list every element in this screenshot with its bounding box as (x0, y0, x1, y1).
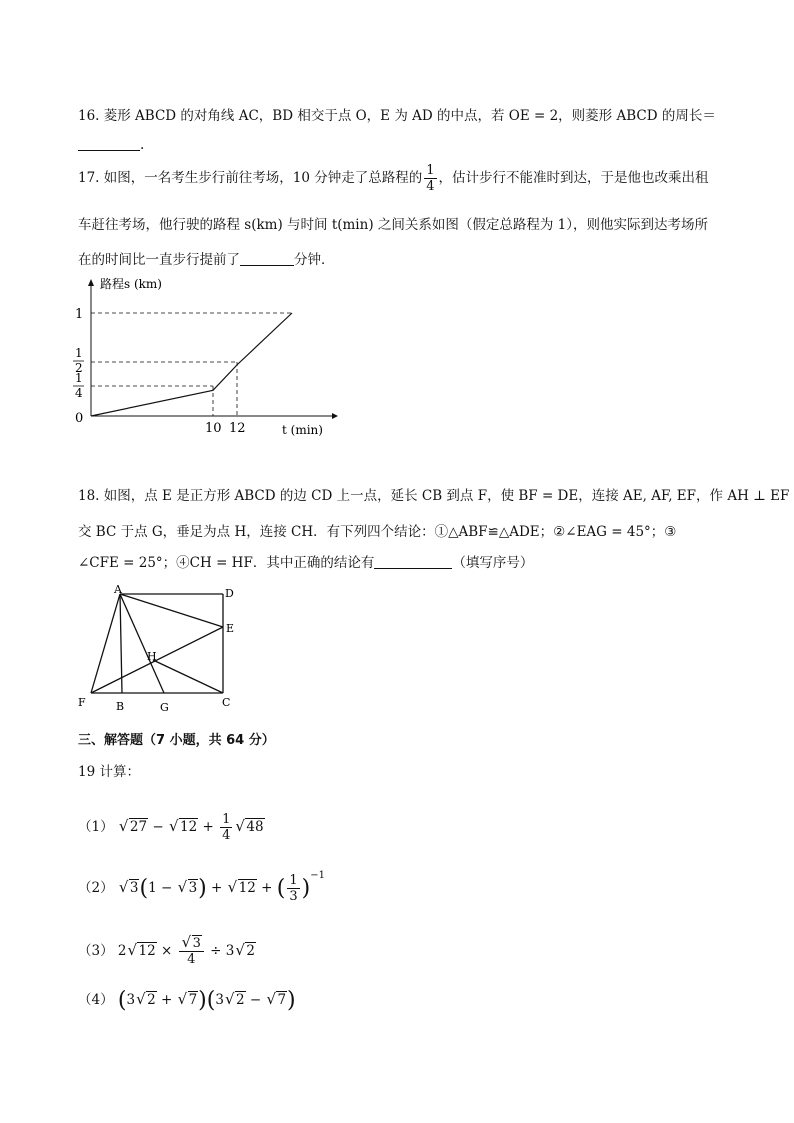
sqrt-7: √ 7 (178, 992, 199, 1008)
label-H: H (147, 650, 157, 663)
fraction-third: $\frac{1}{3}$ (289, 873, 298, 904)
fraction-sqrt3-over-4: √ $\frac{3}{4}$ (179, 937, 204, 966)
ytick-1: 1 (75, 307, 84, 322)
q18-line1: 18. 如图，点 E 是正方形 ABCD 的边 CD 上一点，延长 CB 到点 F，使 BF = DE，连接 AE, AF, EF，作 AH ⊥ EF (78, 488, 790, 504)
q16-line2: . (78, 136, 144, 153)
answer-blank[interactable] (78, 136, 140, 151)
x-axis-label: t (min) (282, 423, 323, 437)
label-B: B (116, 700, 125, 713)
q18-line3: ∠CFE = 25°；④CH = HF．其中正确的结论有 （填写序号） (78, 555, 534, 571)
y-axis-label: 路程s (km) (100, 277, 162, 291)
sqrt-2: √ 2 (235, 943, 256, 959)
answer-blank[interactable] (240, 251, 294, 266)
fraction-quarter: $\frac{1}{4}$ (222, 812, 231, 843)
label-F: F (78, 696, 86, 709)
ytick-half-den: 2 (75, 361, 83, 375)
distance-time-graph (70, 272, 340, 442)
square-figure (74, 582, 254, 716)
y-axis-arrow (88, 279, 94, 286)
sqrt-48: √ 48 (235, 819, 264, 835)
q17-line3: 在的时间比一直步行提前了 分钟． (78, 252, 335, 268)
xtick-12: 12 (229, 421, 246, 436)
sqrt-2: √ 2 (225, 992, 246, 1008)
q18-line2: 交 BC 于点 G，垂足为点 H，连接 CH．有下列四个结论：①△ABF≌△ADE；②∠EAG = 45°；③ (78, 524, 677, 540)
fraction-quarter: $\frac{1}{4}$ (426, 163, 435, 194)
figure-lines (91, 594, 223, 693)
ytick-0: 0 (75, 411, 84, 426)
q17-line1: 17. 如图，一名考生步行前往考场，10 分钟走了总路程的 $\frac{1}{4}$ ，估计步行不能准时到达，于是他也改乘出租 (78, 163, 709, 194)
section-title: 三、解答题（7 小题，共 64 分） (78, 733, 275, 748)
ytick-quarter-den: 4 (75, 386, 83, 400)
label-C: C (222, 696, 231, 709)
label-E: E (226, 622, 235, 635)
q19-item-1: （1） √ 27 − √ 12 + $\frac{1}{4}$ √ 48 (78, 813, 265, 842)
sqrt-27: √ 27 (119, 819, 148, 835)
q17-line2: 车赶往考场，他行驶的路程 s(km) 与时间 t(min) 之间关系如图（假定总路程为 1），则他实际到达考场所 (78, 217, 709, 233)
sqrt-3: √ 3 (119, 880, 140, 896)
answer-blank[interactable] (374, 554, 452, 569)
sqrt-12: √ 12 (169, 819, 198, 835)
x-axis-arrow (332, 413, 338, 419)
q16-line1: 16. 菱形 ABCD 的对角线 AC，BD 相交于点 O，E 为 AD 的中点，若 OE = 2，则菱形 ABCD 的周长＝ (78, 108, 716, 124)
label-D: D (225, 587, 234, 600)
sqrt-12: √ 12 (228, 880, 257, 896)
q19-item-4: （4） (3√ 2 + √ 7)(3√ 2 − √ 7) (78, 988, 296, 1013)
sqrt-12: √ 12 (127, 943, 156, 959)
ytick-quarter-num: 1 (75, 371, 83, 385)
sqrt-3: √ 3 (178, 880, 199, 896)
sqrt-2: √ 2 (136, 992, 157, 1008)
guide-lines (91, 313, 292, 416)
q19-item-3: （3） 2√ 12 × √ $\frac{3}{4}$ ÷ 3√ 2 (78, 937, 256, 966)
label-G: G (160, 701, 169, 714)
series-line (91, 313, 292, 416)
label-A: A (114, 583, 122, 596)
ytick-half-num: 1 (75, 346, 83, 360)
q19-title: 19 计算： (78, 764, 140, 780)
q19-item-2: （2） √ 3(1 − √ 3) + √ 12 + ( $\frac{1}{3}$ )$^{-1}$ (78, 870, 325, 903)
xtick-10: 10 (205, 421, 222, 436)
sqrt-7: √ 7 (266, 992, 287, 1008)
